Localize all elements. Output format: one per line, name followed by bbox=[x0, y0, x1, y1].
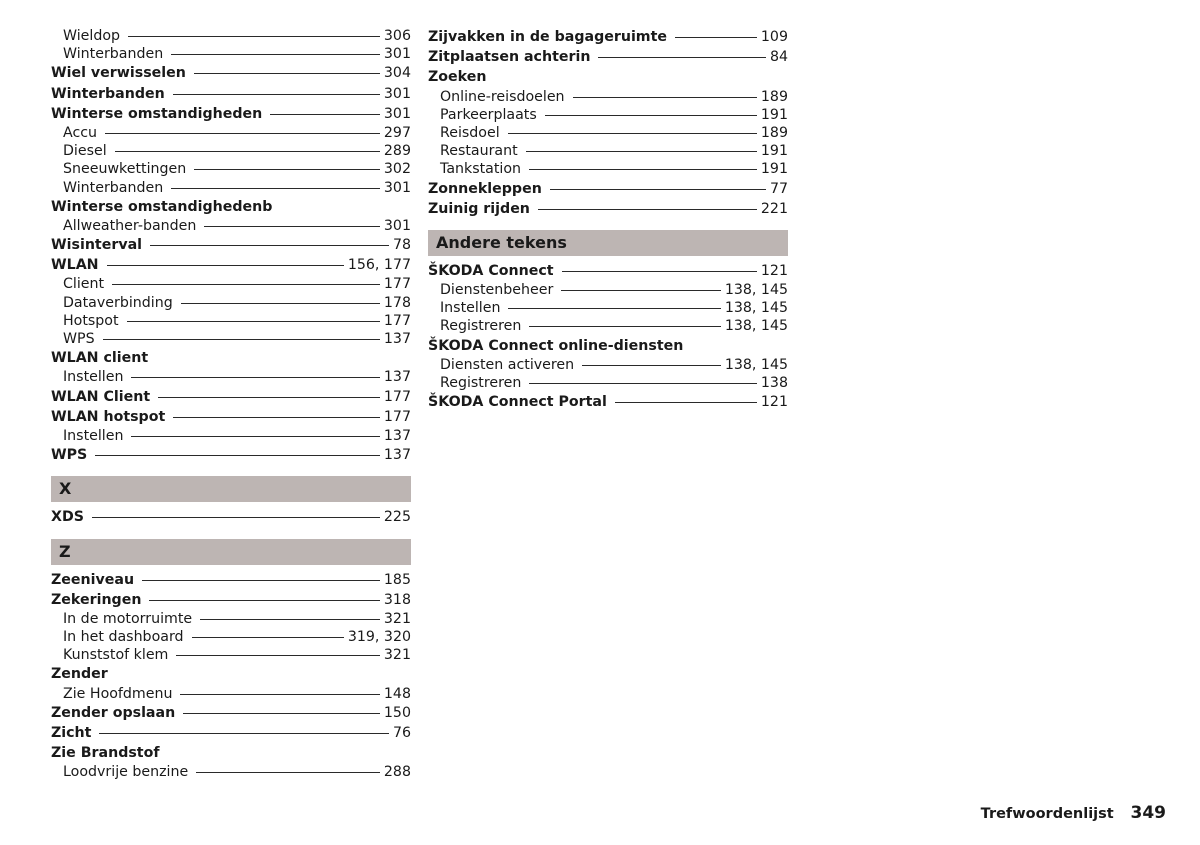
entry-label: Instellen bbox=[440, 300, 501, 317]
page-reference: 302 bbox=[383, 161, 411, 178]
entry-label: Allweather-banden bbox=[63, 217, 197, 234]
leader-line bbox=[128, 36, 380, 37]
page-reference: 137 bbox=[383, 447, 411, 464]
index-subentry bbox=[51, 763, 411, 781]
index-subentry bbox=[51, 427, 411, 445]
entry-label: Zoeken bbox=[428, 69, 487, 86]
leader-line bbox=[508, 133, 757, 134]
entry-label: WPS bbox=[51, 447, 88, 464]
page-reference: 185 bbox=[383, 571, 411, 588]
leader-line bbox=[107, 265, 344, 266]
entry-label: Winterse omstandigheden bbox=[51, 105, 263, 122]
index-subentry bbox=[51, 368, 411, 386]
page-reference: 137 bbox=[383, 331, 411, 347]
index-entry bbox=[51, 104, 411, 124]
entry-label: Zicht bbox=[51, 725, 92, 741]
page-reference: 76 bbox=[392, 725, 411, 741]
index-entry bbox=[51, 590, 411, 610]
page-reference: 138, 145 bbox=[724, 318, 788, 335]
page-reference: 77 bbox=[769, 180, 788, 197]
index-subentry bbox=[428, 299, 788, 317]
entry-label: Zeeniveau bbox=[51, 571, 135, 588]
entry-label: ŠKODA Connect Portal bbox=[428, 394, 607, 411]
entry-label: Kunststof klem bbox=[63, 647, 169, 664]
entry-label: Tankstation bbox=[440, 161, 522, 178]
page-reference: 225 bbox=[383, 509, 411, 526]
index-entry bbox=[51, 255, 411, 275]
index-subentry bbox=[51, 27, 411, 45]
entry-label: WLAN Client bbox=[51, 388, 151, 405]
page-reference: 138 bbox=[760, 375, 788, 391]
page-reference: 84 bbox=[769, 49, 788, 66]
index-subentry bbox=[428, 106, 788, 124]
index-subentry bbox=[51, 294, 411, 312]
index-subentry bbox=[428, 374, 788, 392]
leader-line bbox=[615, 402, 757, 403]
leader-line bbox=[561, 290, 721, 291]
leader-line bbox=[270, 114, 380, 115]
entry-label: Registreren bbox=[440, 375, 522, 391]
page-reference: 177 bbox=[383, 388, 411, 405]
index-entry bbox=[51, 703, 411, 723]
entry-label: WLAN client bbox=[51, 350, 149, 367]
leader-line bbox=[194, 169, 380, 170]
section-heading: X bbox=[51, 476, 411, 502]
page-reference: 288 bbox=[383, 764, 411, 781]
index-subentry bbox=[51, 179, 411, 197]
page-reference: 137 bbox=[383, 369, 411, 386]
leader-line bbox=[183, 713, 380, 714]
entry-label: ŠKODA Connect bbox=[428, 262, 554, 279]
page-reference: 177 bbox=[383, 276, 411, 293]
entry-label: WPS bbox=[63, 331, 95, 347]
index-subentry bbox=[428, 160, 788, 178]
entry-label: Zender bbox=[51, 666, 108, 683]
leader-line bbox=[180, 694, 379, 695]
index-entry bbox=[51, 664, 411, 684]
leader-line bbox=[194, 73, 380, 74]
page-reference: 121 bbox=[760, 394, 788, 411]
page-reference: 191 bbox=[760, 106, 788, 123]
entry-label: Zie Brandstof bbox=[51, 745, 160, 762]
index-entry bbox=[51, 63, 411, 83]
page-reference: 306 bbox=[383, 28, 411, 44]
index-entry bbox=[428, 47, 788, 67]
leader-line bbox=[99, 733, 388, 734]
page-reference: 304 bbox=[383, 65, 411, 82]
leader-line bbox=[550, 189, 766, 190]
leader-line bbox=[149, 600, 379, 601]
entry-label: Wiel verwisselen bbox=[51, 65, 186, 82]
entry-label: Online-reisdoelen bbox=[440, 88, 565, 105]
index-subentry bbox=[428, 124, 788, 142]
index-entry bbox=[51, 507, 411, 527]
leader-line bbox=[103, 339, 380, 340]
index-subentry bbox=[51, 45, 411, 63]
entry-label: XDS bbox=[51, 509, 84, 526]
leader-line bbox=[529, 326, 720, 327]
entry-label: Diesel bbox=[63, 143, 107, 160]
page-reference: 150 bbox=[383, 704, 411, 721]
leader-line bbox=[171, 54, 380, 55]
index-column-left bbox=[51, 27, 411, 782]
entry-label: ŠKODA Connect online-diensten bbox=[428, 337, 684, 354]
leader-line bbox=[192, 637, 344, 638]
entry-label: Diensten activeren bbox=[440, 356, 575, 373]
index-subentry bbox=[51, 275, 411, 293]
page-reference: 319, 320 bbox=[347, 629, 411, 646]
leader-line bbox=[529, 169, 757, 170]
leader-line bbox=[150, 245, 389, 246]
entry-label: Loodvrije benzine bbox=[63, 764, 189, 781]
entry-label: Zijvakken in de bagageruimte bbox=[428, 29, 667, 45]
leader-line bbox=[508, 308, 720, 309]
leader-line bbox=[598, 57, 766, 58]
section-heading: Z bbox=[51, 539, 411, 565]
leader-line bbox=[529, 383, 757, 384]
entry-label: Registreren bbox=[440, 318, 522, 335]
index-subentry bbox=[51, 628, 411, 646]
index-entry bbox=[51, 197, 411, 217]
page-footer bbox=[981, 803, 1166, 823]
page-reference: 301 bbox=[383, 105, 411, 122]
index-subentry bbox=[428, 356, 788, 374]
leader-line bbox=[573, 97, 757, 98]
entry-label: Zonnekleppen bbox=[428, 180, 542, 197]
index-entry bbox=[51, 743, 411, 763]
page-reference: 177 bbox=[383, 312, 411, 329]
index-entry bbox=[51, 570, 411, 590]
entry-label: Winterbanden bbox=[63, 179, 164, 196]
entry-label: Hotspot bbox=[63, 312, 119, 329]
page-reference: 289 bbox=[383, 143, 411, 160]
entry-label: Sneeuwkettingen bbox=[63, 161, 187, 178]
leader-line bbox=[181, 303, 380, 304]
index-subentry bbox=[428, 142, 788, 160]
index-subentry bbox=[51, 124, 411, 142]
page-reference: 177 bbox=[383, 408, 411, 425]
page-reference: 318 bbox=[383, 591, 411, 608]
page-reference: 191 bbox=[760, 143, 788, 160]
leader-line bbox=[582, 365, 721, 366]
leader-line bbox=[115, 151, 380, 152]
leader-line bbox=[112, 284, 380, 285]
page-reference: 138, 145 bbox=[724, 282, 788, 299]
entry-label: Wisinterval bbox=[51, 237, 143, 254]
page-reference: 191 bbox=[760, 161, 788, 178]
entry-label: Client bbox=[63, 276, 105, 293]
leader-line bbox=[127, 321, 380, 322]
entry-label: Restaurant bbox=[440, 143, 518, 160]
index-entry bbox=[428, 179, 788, 199]
leader-line bbox=[173, 417, 380, 418]
index-subentry bbox=[51, 160, 411, 178]
index-subentry bbox=[51, 142, 411, 160]
entry-label: Instellen bbox=[63, 427, 124, 444]
leader-line bbox=[92, 517, 380, 518]
page-number: 349 bbox=[1130, 803, 1166, 823]
index-subentry bbox=[428, 281, 788, 299]
leader-line bbox=[176, 655, 380, 656]
index-entry bbox=[428, 261, 788, 281]
leader-line bbox=[171, 188, 380, 189]
index-subentry bbox=[51, 217, 411, 235]
page-reference: 78 bbox=[392, 237, 411, 254]
index-entry bbox=[51, 723, 411, 743]
leader-line bbox=[105, 133, 380, 134]
page-reference: 321 bbox=[383, 647, 411, 664]
index-subentry bbox=[51, 312, 411, 330]
leader-line bbox=[526, 151, 757, 152]
index-entry bbox=[51, 387, 411, 407]
page-reference: 189 bbox=[760, 124, 788, 141]
index-subentry bbox=[51, 610, 411, 628]
index-entry bbox=[51, 407, 411, 427]
page-reference: 301 bbox=[383, 217, 411, 234]
page-reference: 321 bbox=[383, 610, 411, 627]
entry-label: In de motorruimte bbox=[63, 610, 193, 627]
page-reference: 189 bbox=[760, 88, 788, 105]
leader-line bbox=[131, 377, 379, 378]
entry-label: Zender opslaan bbox=[51, 704, 176, 721]
entry-label: Winterbanden bbox=[51, 85, 165, 102]
leader-line bbox=[204, 226, 380, 227]
page-reference: 301 bbox=[383, 85, 411, 102]
leader-line bbox=[200, 619, 380, 620]
entry-label: Zekeringen bbox=[51, 591, 142, 608]
leader-line bbox=[545, 115, 757, 116]
page-reference: 138, 145 bbox=[724, 300, 788, 317]
entry-label: Zitplaatsen achterin bbox=[428, 49, 591, 66]
index-subentry bbox=[51, 685, 411, 703]
page-reference: 121 bbox=[760, 262, 788, 279]
page-reference: 148 bbox=[383, 685, 411, 702]
page-reference: 301 bbox=[383, 179, 411, 196]
index-subentry bbox=[51, 330, 411, 348]
leader-line bbox=[562, 271, 757, 272]
index-entry bbox=[428, 392, 788, 412]
index-subentry bbox=[428, 317, 788, 335]
entry-label: Wieldop bbox=[63, 28, 121, 44]
index-subentry bbox=[51, 646, 411, 664]
entry-label: Dataverbinding bbox=[63, 294, 173, 311]
index-entry bbox=[51, 84, 411, 104]
entry-label: Reisdoel bbox=[440, 124, 500, 141]
leader-line bbox=[95, 455, 380, 456]
page-reference: 138, 145 bbox=[724, 356, 788, 373]
index-entry bbox=[51, 348, 411, 368]
index-entry bbox=[51, 235, 411, 255]
index-entry bbox=[428, 336, 788, 356]
index-entry bbox=[428, 67, 788, 87]
entry-label: WLAN hotspot bbox=[51, 408, 166, 425]
entry-label: Zuinig rijden bbox=[428, 200, 530, 217]
footer-section-name: Trefwoordenlijst bbox=[980, 806, 1114, 822]
entry-label: In het dashboard bbox=[63, 629, 184, 646]
index-entry bbox=[428, 199, 788, 219]
page-reference: 301 bbox=[383, 46, 411, 63]
section-heading: Andere tekens bbox=[428, 230, 788, 256]
entry-label: Parkeerplaats bbox=[440, 106, 537, 123]
leader-line bbox=[538, 209, 757, 210]
leader-line bbox=[131, 436, 379, 437]
page-reference: 297 bbox=[383, 124, 411, 141]
page-reference: 221 bbox=[760, 200, 788, 217]
page-reference: 137 bbox=[383, 427, 411, 444]
index-entry bbox=[51, 445, 411, 465]
leader-line bbox=[142, 580, 380, 581]
entry-label: WLAN bbox=[51, 257, 99, 274]
entry-label: Dienstenbeheer bbox=[440, 282, 554, 299]
entry-label: Accu bbox=[63, 124, 98, 141]
entry-label: Winterbanden bbox=[63, 46, 164, 63]
page-reference: 156, 177 bbox=[347, 257, 411, 274]
page-reference: 178 bbox=[383, 294, 411, 311]
leader-line bbox=[173, 94, 380, 95]
entry-label: Instellen bbox=[63, 369, 124, 386]
leader-line bbox=[675, 37, 757, 38]
entry-label: Winterse omstandighedenb bbox=[51, 198, 273, 215]
entry-label: Zie Hoofdmenu bbox=[63, 685, 173, 702]
index-subentry bbox=[428, 88, 788, 106]
index-column-right bbox=[428, 27, 788, 412]
index-entry bbox=[428, 27, 788, 47]
leader-line bbox=[196, 772, 380, 773]
page-reference: 109 bbox=[760, 29, 788, 45]
leader-line bbox=[158, 397, 380, 398]
